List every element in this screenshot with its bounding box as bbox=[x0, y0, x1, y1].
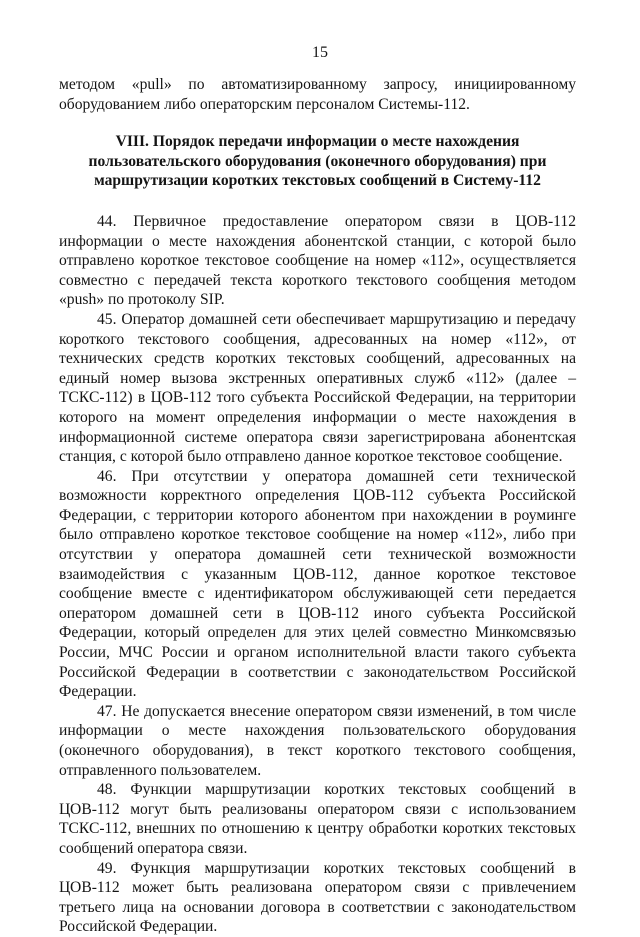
page-number: 15 bbox=[312, 44, 328, 61]
document-body bbox=[59, 75, 576, 937]
continuation-paragraph: методом «pull» по автоматизированному запросу, инициированному оборудованием либо операторским персоналом Системы-112. bbox=[59, 76, 576, 113]
paragraph-46: 46. При отсутствии у оператора домашней сети технической возможности корректного определения ЦОВ-112 субъекта Российской Федерации, с территории которого абонентом при нахождении в роуминге было отправлено короткое текстовое сообщение на номер «112», либо при отсутствии у оператора домашней сети технической возможности взаимодействия с указанным ЦОВ-112, данное короткое текстовое сообщение вместе с идентификатором обслуживающей сети передается оператором домашней сети в ЦОВ-112 иного субъекта Российской Федерации, который определен для этих целей совместно Минкомсвязью России, МЧС России и органом исполнительной власти такого субъекта Российской Федерации в соответствии с законодательством Российской Федерации. bbox=[59, 467, 576, 701]
paragraph-49: 49. Функция маршрутизации коротких текстовых сообщений в ЦОВ-112 может быть реализована оператором связи с привлечением третьего лица на основании договора в соответствии с законодательством Российской Федерации. bbox=[59, 859, 576, 936]
section-title: VIII. Порядок передачи информации о месте нахождения пользовательского оборудования (оконечного оборудования) при маршрутизации коротких текстовых сообщений в Систему-112 bbox=[88, 133, 547, 190]
paragraph-44: 44. Первичное предоставление оператором связи в ЦОВ-112 информации о месте нахождения абонентской станции, с которой было отправлено короткое текстовое сообщение на номер «112», осуществляется совместно с передачей текста короткого текстового сообщения методом «push» по протоколу SIP. bbox=[59, 212, 576, 309]
paragraph-45: 45. Оператор домашней сети обеспечивает маршрутизацию и передачу короткого текстового сообщения, адресованных на номер «112», от технических средств коротких текстовых сообщений, адресованных на единый номер вызова экстренных оперативных служб «112» (далее – ТСКС-112) в ЦОВ-112 того субъекта Российской Федерации, на территории которого на момент определения информации о месте нахождения в информационной системе оператора связи зарегистрирована абонентская станция, с которой было отправлено данное короткое текстовое сообщение. bbox=[59, 310, 576, 466]
paragraph-48: 48. Функции маршрутизации коротких текстовых сообщений в ЦОВ-112 могут быть реализованы оператором связи с использованием ТСКС-112, внешних по отношению к центру обработки коротких текстовых сообщений оператора связи. bbox=[59, 781, 576, 857]
paragraph-47: 47. Не допускается внесение оператором связи изменений, в том числе информации о месте нахождения пользовательского оборудования (оконечного оборудования), в текст короткого текстового сообщения, отправленного пользователем. bbox=[59, 702, 576, 779]
